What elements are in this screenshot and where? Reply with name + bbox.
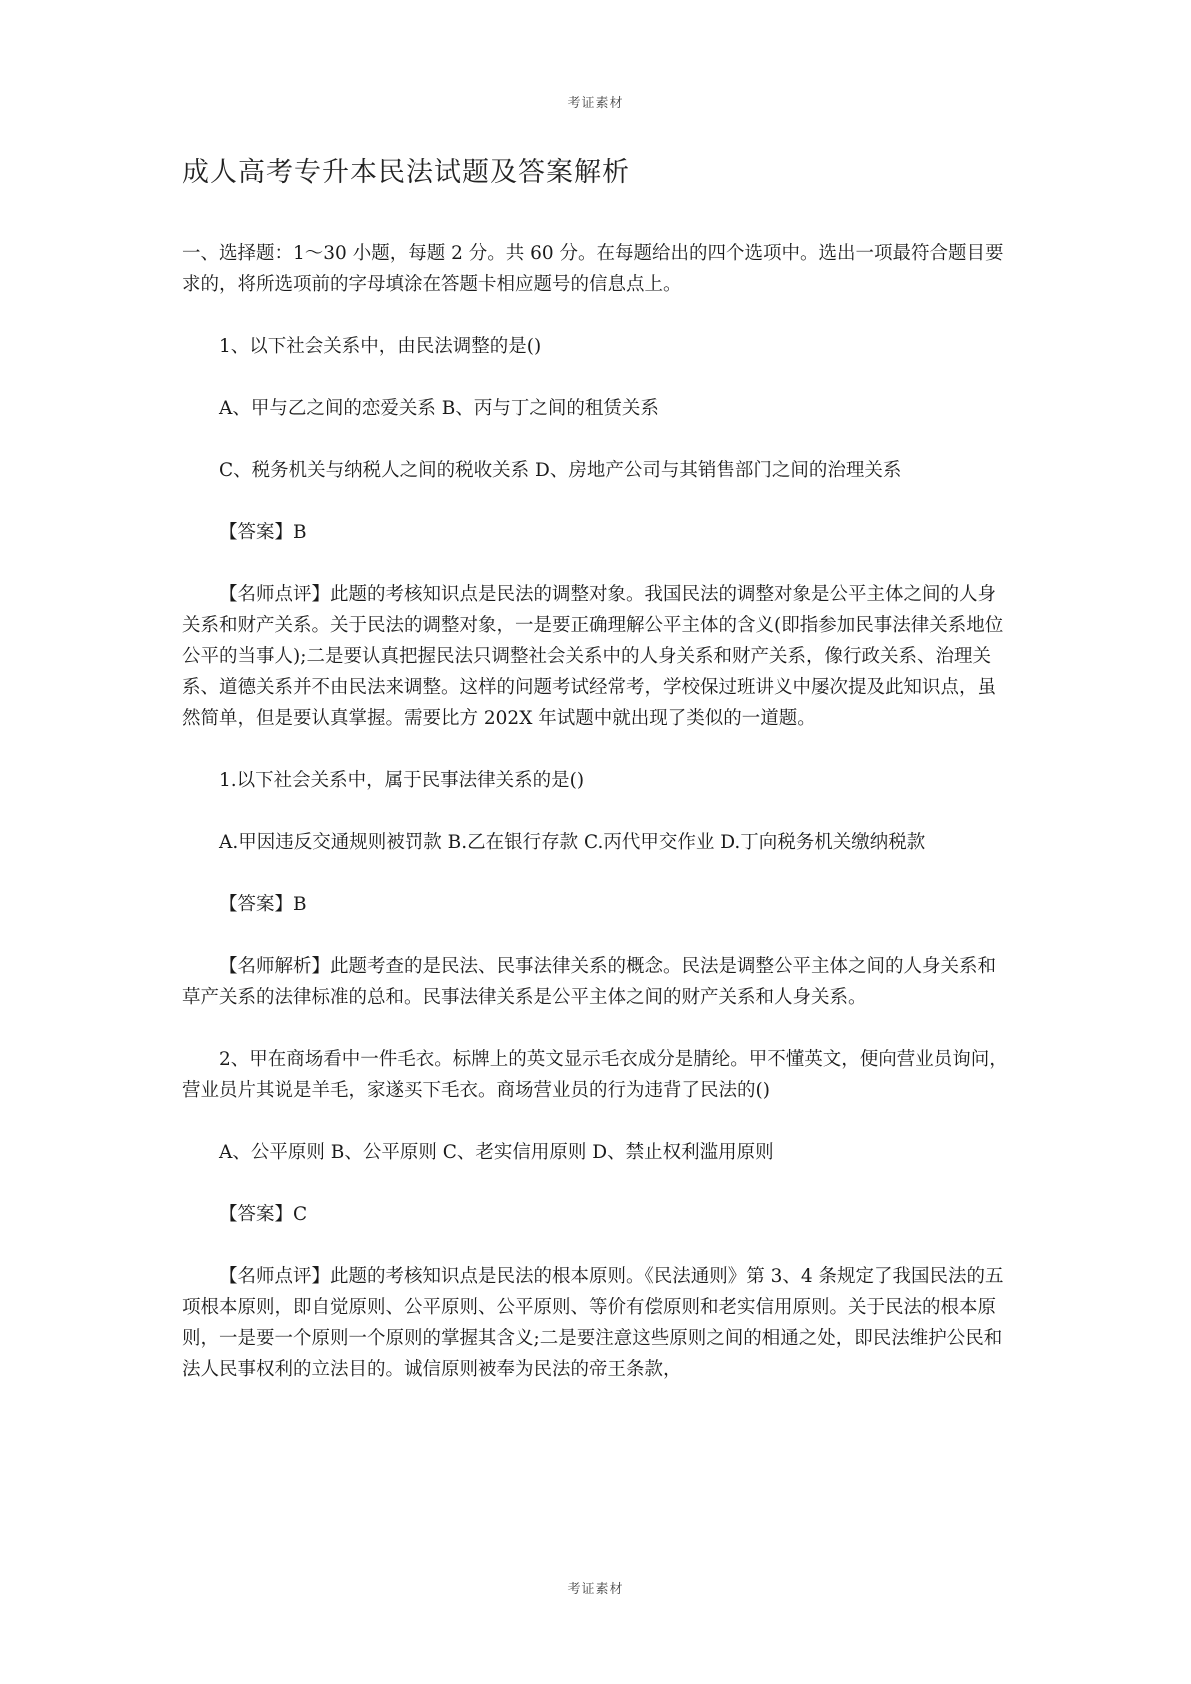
question-1-commentary: 【名师点评】此题的考核知识点是民法的调整对象。我国民法的调整对象是公平主体之间的人身关系和财产关系。关于民法的调整对象，一是要正确理解公平主体的含义(即指参加民事法律关系地位公平的当事人);二是要认真把握民法只调整社会关系中的人身关系和财产关系，像行政关系、治理关系、道德关系并不由民法来调整。这样的问题考试经常考，学校保过班讲义中屡次提及此知识点，虽然简单，但是要认真掌握。需要比方 202X 年试题中就出现了类似的一道题。 (182, 584, 1004, 729)
question-1: 1、以下社会关系中，由民法调整的是() (219, 336, 542, 357)
page-header: 考证素材 (567, 96, 624, 111)
document-body (182, 238, 1012, 1385)
question-1-answer: 【答案】B (219, 522, 307, 543)
example-question-options: A.甲因违反交通规则被罚款 B.乙在银行存款 C.丙代甲交作业 D.丁向税务机关缴纳税款 (219, 832, 926, 853)
document-title: 成人高考专升本民法试题及答案解析 (182, 157, 630, 188)
example-question-answer: 【答案】B (219, 894, 307, 915)
section-intro: 一、选择题：1～30 小题，每题 2 分。共 60 分。在每题给出的四个选项中。选出一项最符合题目要求的，将所选项前的字母填涂在答题卡相应题号的信息点上。 (182, 243, 1004, 295)
example-question: 1.以下社会关系中，属于民事法律关系的是() (219, 770, 585, 791)
question-1-options-ab: A、甲与乙之间的恋爱关系 B、丙与丁之间的租赁关系 (219, 398, 659, 419)
question-2-commentary: 【名师点评】此题的考核知识点是民法的根本原则。《民法通则》第 3、4 条规定了我国民法的五项根本原则，即自觉原则、公平原则、公平原则、等价有偿原则和老实信用原则。关于民法的根本原则，一是要一个原则一个原则的掌握其含义;二是要注意这些原则之间的相通之处，即民法维护公民和法人民事权利的立法目的。诚信原则被奉为民法的帝王条款， (182, 1266, 1004, 1380)
question-2: 2、甲在商场看中一件毛衣。标牌上的英文显示毛衣成分是腈纶。甲不懂英文，便向营业员询问，营业员片其说是羊毛，家遂买下毛衣。商场营业员的行为违背了民法的() (182, 1049, 1008, 1101)
question-2-answer: 【答案】C (219, 1204, 308, 1225)
question-1-options-cd: C、税务机关与纳税人之间的税收关系 D、房地产公司与其销售部门之间的治理关系 (219, 460, 902, 481)
question-2-options: A、公平原则 B、公平原则 C、老实信用原则 D、禁止权利滥用原则 (219, 1142, 774, 1163)
example-question-analysis: 【名师解析】此题考查的是民法、民事法律关系的概念。民法是调整公平主体之间的人身关系和草产关系的法律标准的总和。民事法律关系是公平主体之间的财产关系和人身关系。 (182, 956, 997, 1008)
page-footer: 考证素材 (567, 1582, 624, 1597)
